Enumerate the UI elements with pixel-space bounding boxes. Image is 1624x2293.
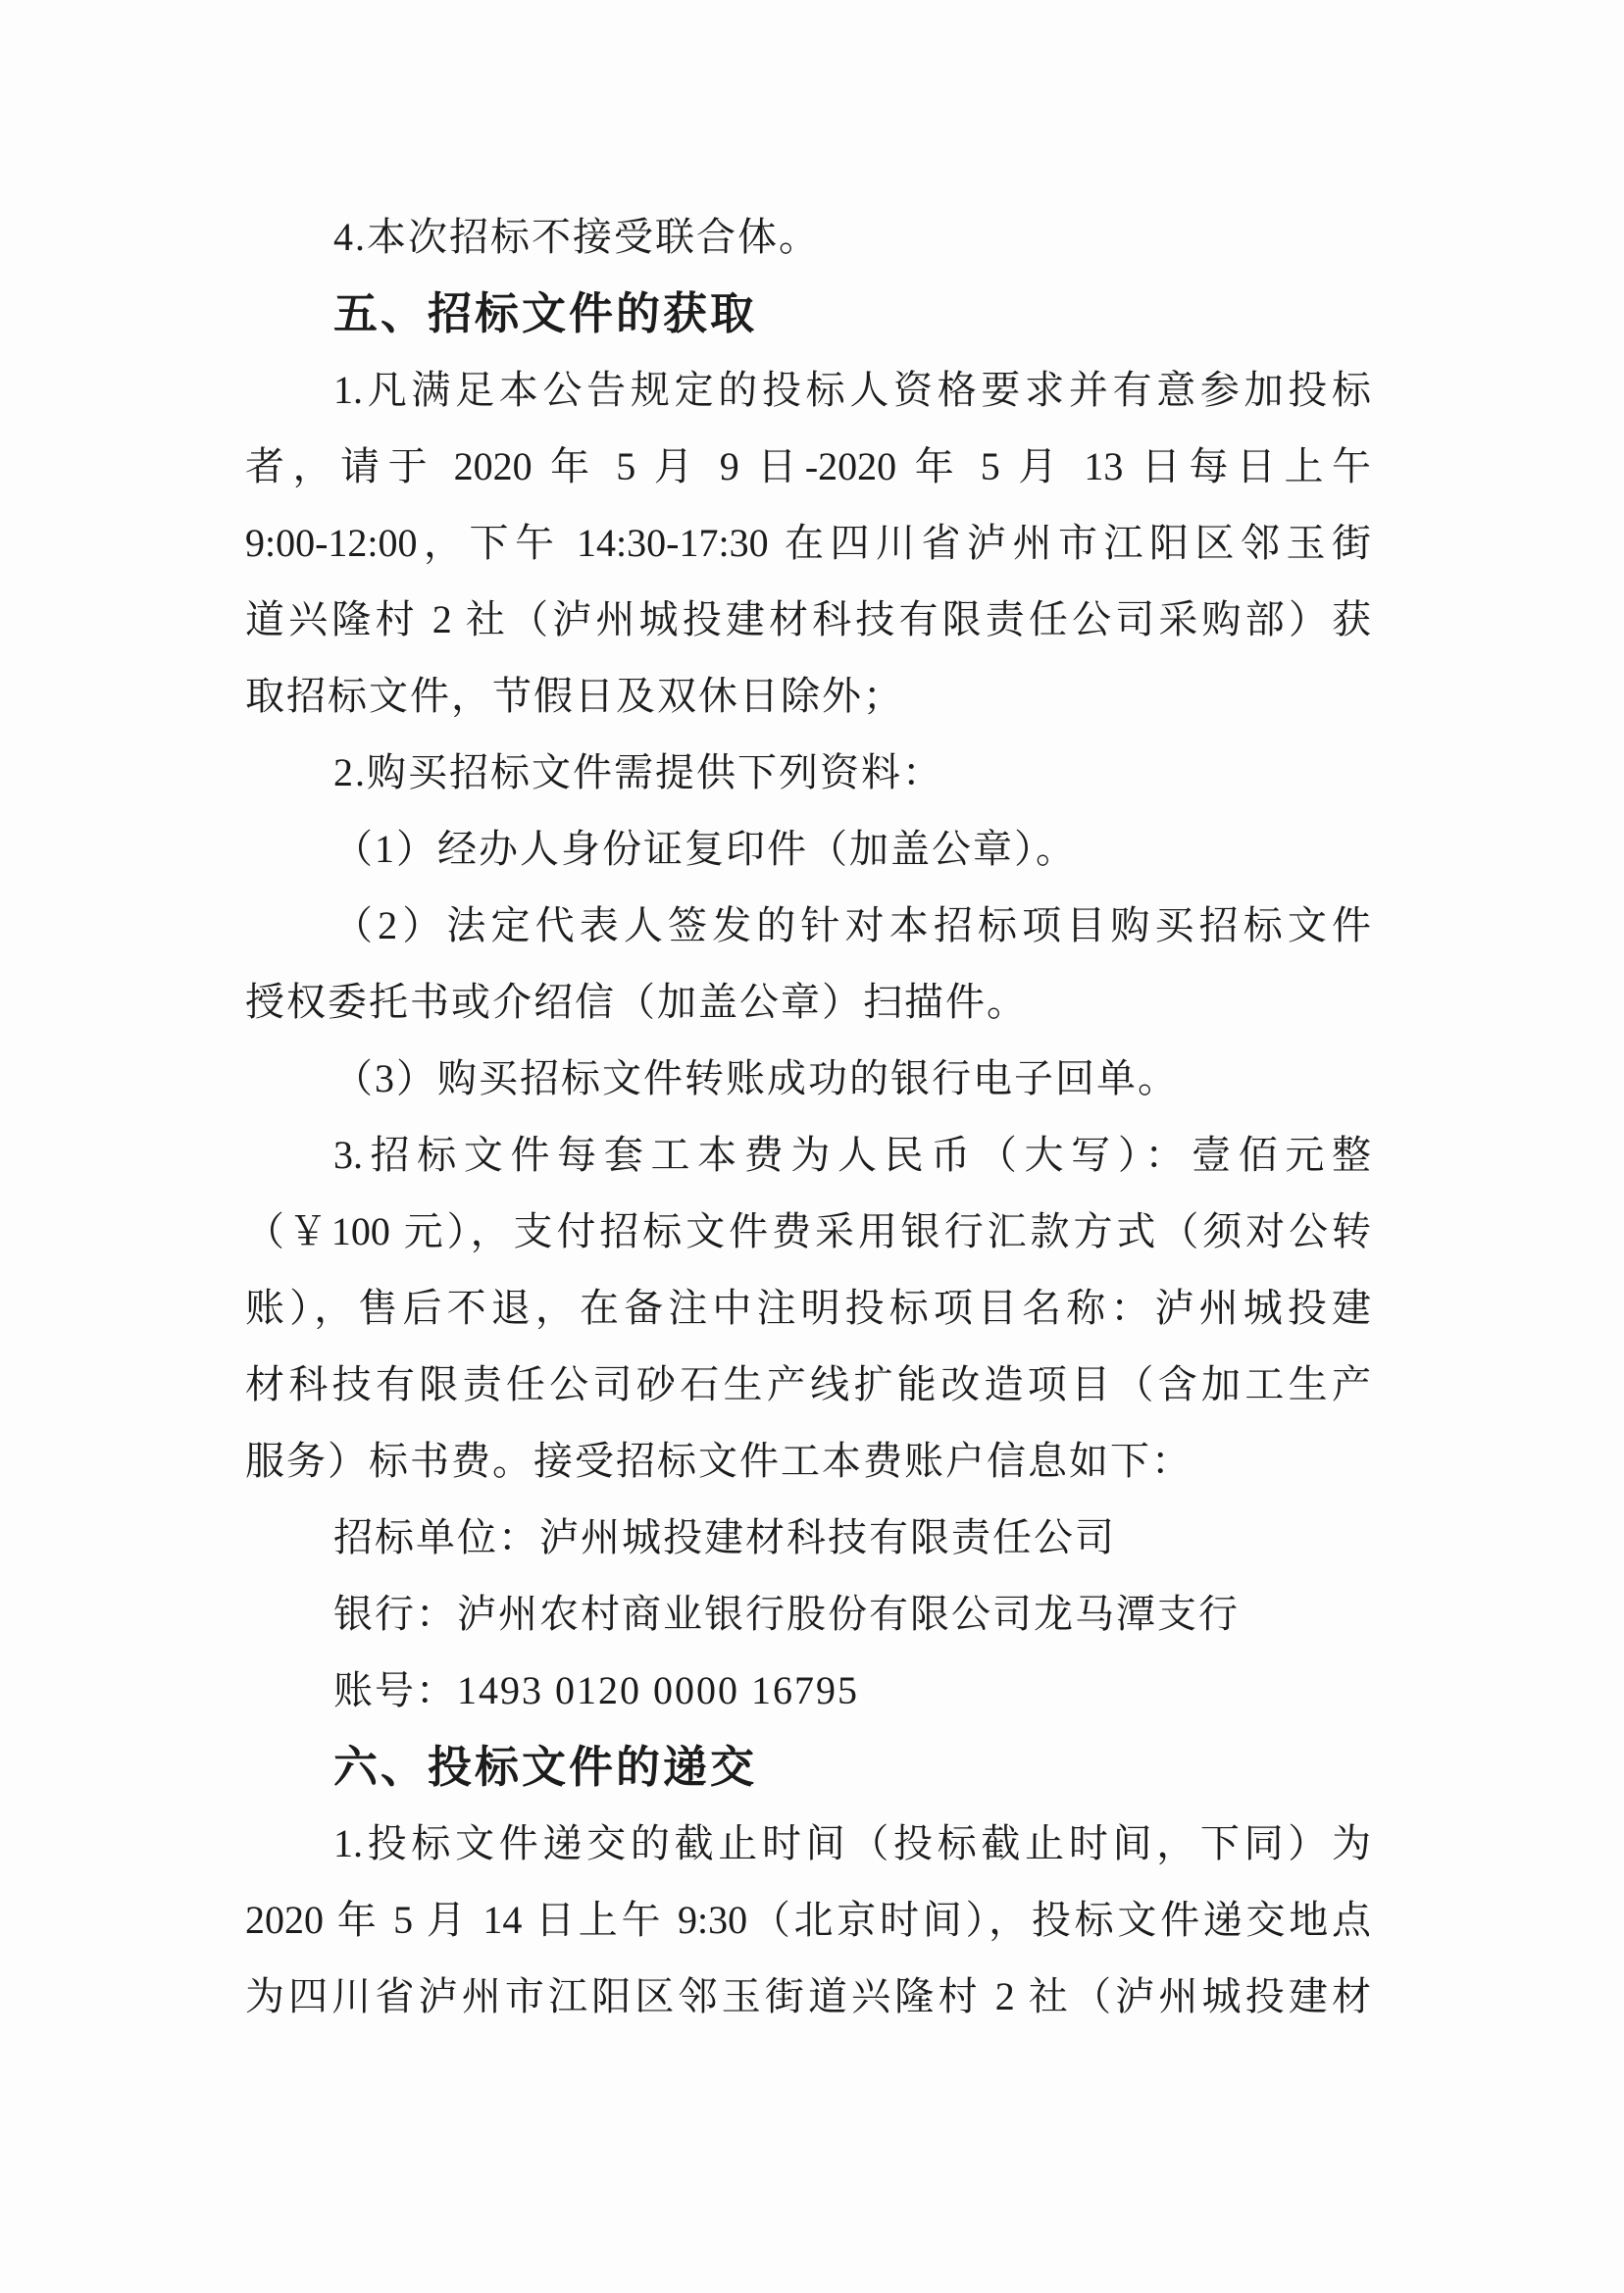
text-line: 账），售后不退，在备注中注明投标项目名称：泸州城投建	[245, 1286, 1371, 1330]
section-heading-5-obtain-docs: 五、招标文件的获取	[333, 288, 758, 338]
text-line: 1.投标文件递交的截止时间（投标截止时间，下同）为	[333, 1821, 1371, 1865]
text-line: 2020 年 5 月 14 日上午 9:30（北京时间），投标文件递交地点	[245, 1898, 1371, 1942]
text-line: 取招标文件，节假日及双休日除外；	[245, 674, 904, 718]
text-line: 者，请于 2020 年 5 月 9 日-2020 年 5 月 13 日每日上午	[245, 444, 1371, 488]
section-heading-6-submit-bids: 六、投标文件的递交	[333, 1742, 758, 1792]
text-line: 授权委托书或介绍信（加盖公章）扫描件。	[245, 980, 1028, 1024]
text-line: 为四川省泸州市江阳区邻玉街道兴隆村 2 社（泸州城投建材	[245, 1974, 1371, 2018]
text-line: （￥100 元），支付招标文件费采用银行汇款方式（须对公转	[245, 1209, 1371, 1253]
text-line-account-number: 账号：1493 0120 0000 16795	[333, 1668, 859, 1712]
document-text-block	[245, 199, 1371, 2035]
text-line-item-3: （3）购买招标文件转账成功的银行电子回单。	[333, 1056, 1179, 1100]
text-line-item-1: （1）经办人身份证复印件（加盖公章）。	[333, 827, 1077, 871]
text-line-bank: 银行：泸州农村商业银行股份有限公司龙马潭支行	[333, 1592, 1240, 1636]
text-line: 9:00-12:00，下午 14:30-17:30 在四川省泸州市江阳区邻玉街	[245, 521, 1371, 565]
text-line: 1.凡满足本公告规定的投标人资格要求并有意参加投标	[333, 368, 1371, 412]
text-line: 服务）标书费。接受招标文件工本费账户信息如下：	[245, 1439, 1193, 1483]
text-line-bidder-unit: 招标单位：泸州城投建材科技有限责任公司	[333, 1515, 1116, 1559]
text-line: 2.购买招标文件需提供下列资料：	[333, 750, 943, 794]
text-line: 道兴隆村 2 社（泸州城投建材科技有限责任公司采购部）获	[245, 597, 1371, 641]
text-line-item-2: （2）法定代表人签发的针对本招标项目购买招标文件	[333, 903, 1371, 947]
text-line: 3.招标文件每套工本费为人民币（大写）：壹佰元整	[333, 1133, 1371, 1177]
text-line: 材科技有限责任公司砂石生产线扩能改造项目（含加工生产	[245, 1362, 1371, 1406]
text-line-no-consortium: 4.本次招标不接受联合体。	[333, 215, 820, 259]
